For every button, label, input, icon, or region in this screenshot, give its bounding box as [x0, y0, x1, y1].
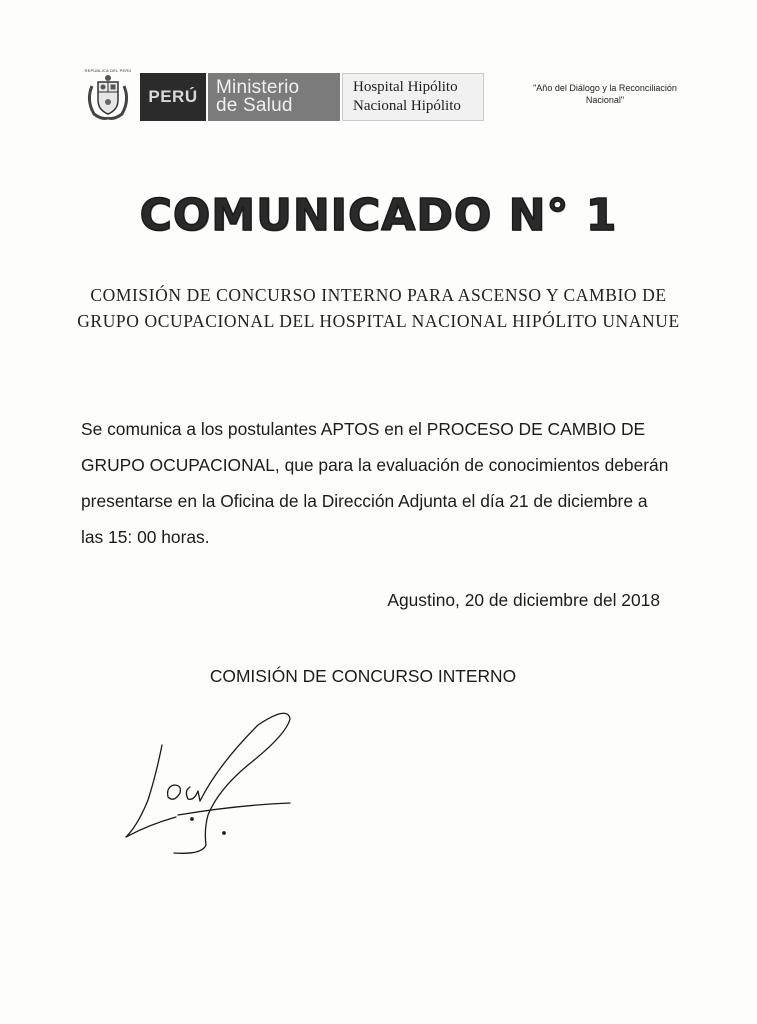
letterhead — [82, 68, 484, 122]
hospital-line-1: Hospital Hipólito — [353, 79, 458, 95]
document-subtitle — [60, 282, 697, 334]
peru-label: PERÚ — [148, 87, 198, 106]
crest-caption: REPÚBLICA DEL PERÚ — [84, 68, 132, 73]
national-coat-of-arms — [82, 68, 134, 122]
handwritten-signature — [118, 705, 318, 865]
document-title: COMUNICADO N° 1 — [139, 190, 618, 241]
subtitle-line-1: COMISIÓN DE CONCURSO INTERNO PARA ASCENSO Y CAMBIO DE — [90, 285, 667, 305]
hospital-line-2: Nacional Hipólito — [353, 98, 461, 114]
coat-of-arms-icon — [82, 72, 134, 122]
hospital-logo — [342, 73, 484, 121]
signer-name: COMISIÓN DE CONCURSO INTERNO — [209, 666, 517, 686]
ministry-of-health-logo — [208, 73, 342, 121]
peru-logo — [140, 73, 208, 121]
announcement-body: Se comunica a los postulantes APTOS en el PROCESO DE CAMBIO DE GRUPO OCUPACIONAL, que para la evaluación de conocimientos deberán presentarse en la Oficina de la Dirección Adjunta el día 21 de diciembre a las 15: 00 horas. — [81, 419, 669, 547]
subtitle-line-2: GRUPO OCUPACIONAL DEL HOSPITAL NACIONAL HIPÓLITO UNANUE — [77, 311, 680, 331]
ministry-line-2: de Salud — [216, 95, 293, 116]
ministry-line-1: Ministerio — [216, 77, 300, 98]
place-and-date: Agustino, 20 de diciembre del 2018 — [387, 590, 660, 610]
year-motto: "Año del Diálogo y la Reconciliación Nacional" — [533, 83, 677, 105]
